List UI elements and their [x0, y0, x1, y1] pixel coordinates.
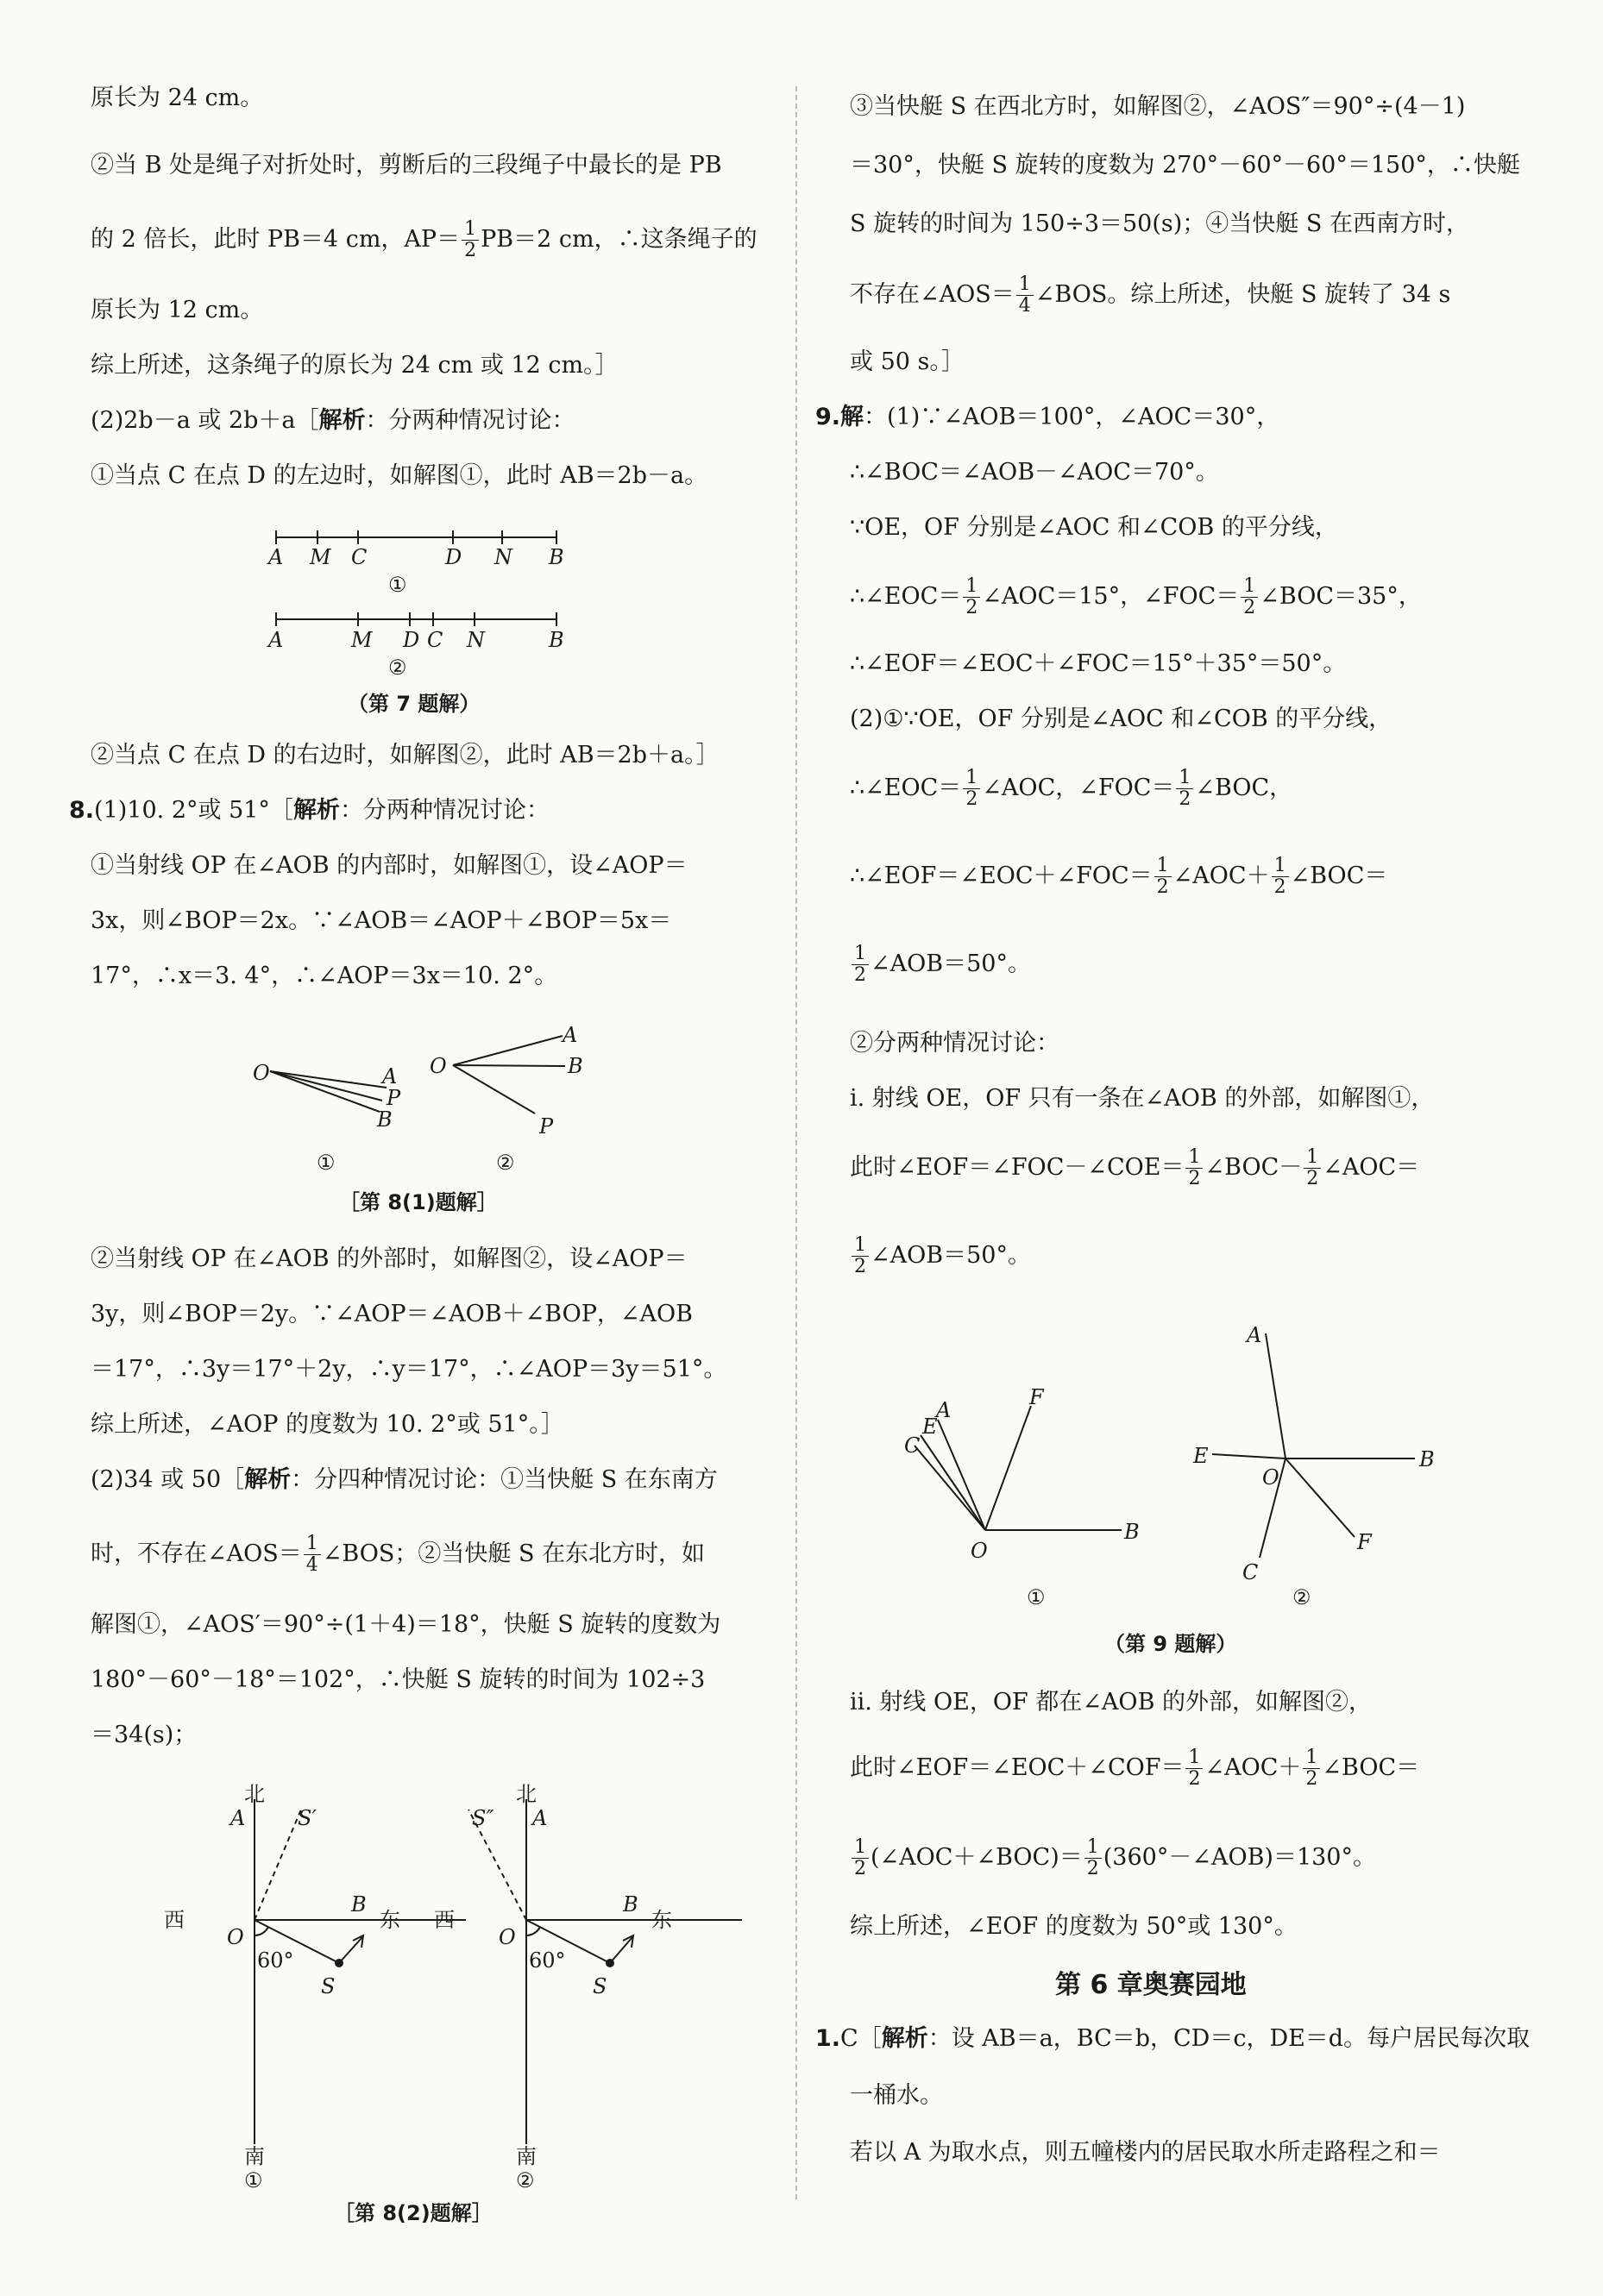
fraction: $\frac{1}{4}$ — [304, 1534, 321, 1576]
text-line: 原长为 24 cm。 — [91, 85, 264, 111]
text-line: ∴∠EOC＝ $\frac{1}{2}$ ∠AOC，∠FOC＝ $\frac{1}{2}$ ∠BOC， — [850, 767, 1293, 810]
point-label: O — [227, 1925, 244, 1949]
point-label: S — [593, 1974, 607, 1998]
figure-8-2-compass — [91, 83, 746, 2239]
point-label: S′ — [298, 1806, 317, 1830]
text-line: 综上所述，这条绳子的原长为 24 cm 或 12 cm。］ — [91, 352, 619, 379]
point-label: B — [1419, 1447, 1435, 1471]
text-line: 时，不存在∠AOS＝ $\frac{1}{4}$ ∠BOS；②当快艇 S 在东北方时，如 — [91, 1533, 706, 1576]
south-label: 南 — [244, 2144, 265, 2168]
fraction-half: $\frac{1}{2}$ — [1185, 1747, 1203, 1790]
point-label: B — [549, 628, 564, 652]
point-label: E — [922, 1415, 938, 1439]
point-label: O — [253, 1061, 270, 1085]
point-label: A — [268, 628, 284, 652]
text-line: ∴∠BOC＝∠AOB－∠AOC＝70°。 — [850, 459, 1219, 486]
fraction-half: $\frac{1}{2}$ — [1176, 768, 1193, 810]
west-label: 西 — [434, 1908, 455, 1932]
text-line: ②当 B 处是绳子对折处时，剪断后的三段绳子中最长的是 PB — [91, 152, 722, 179]
text-line: ＝34(s)； — [91, 1722, 198, 1748]
text-line: 此时∠EOF＝∠FOC－∠COE＝ $\frac{1}{2}$ ∠BOC－ $\frac{1}{2}$ ∠AOC＝ — [850, 1146, 1420, 1189]
text-line: 一桶水。 — [850, 2082, 943, 2109]
text-line: 若以 A 为取水点，则五幢楼内的居民取水所走路程之和＝ — [850, 2139, 1441, 2166]
figure-caption: ［第 8(2)题解］ — [334, 2201, 493, 2225]
question-9: 9.解：(1)∵∠AOB＝100°，∠AOC＝30°， — [815, 404, 1280, 430]
fraction-half: $\frac{1}{2}$ — [852, 1235, 869, 1277]
text-line: (2)①∵OE，OF 分别是∠AOC 和∠COB 的平分线， — [850, 706, 1392, 732]
west-label: 西 — [164, 1908, 185, 1932]
east-label: 东 — [380, 1908, 400, 1932]
text-line: ①当点 C 在点 D 的左边时，如解图①，此时 AB＝2b－a。 — [91, 462, 708, 489]
point-label: O — [971, 1539, 988, 1563]
point-label: N — [494, 545, 512, 569]
point-label: O — [499, 1925, 516, 1949]
text-line: ②分两种情况讨论： — [850, 1030, 1059, 1057]
point-label: B — [377, 1107, 393, 1132]
circled-number: ① — [244, 2168, 263, 2192]
point-label: C — [351, 545, 368, 569]
point-label: D — [403, 628, 420, 652]
angle-label: 60° — [257, 1948, 294, 1973]
north-label: 北 — [516, 1782, 537, 1806]
text-line: ∴∠EOC＝ $\frac{1}{2}$ ∠AOC＝15°，∠FOC＝ $\frac{1}{2}$ ∠BOC＝35°， — [850, 575, 1422, 618]
point-label: B — [351, 1892, 367, 1916]
point-label: F — [1029, 1385, 1044, 1409]
east-label: 东 — [651, 1908, 672, 1932]
point-label: M — [351, 628, 373, 652]
north-label: 北 — [244, 1782, 265, 1806]
point-label: A — [532, 1806, 548, 1830]
question-8: 8.(1)10. 2°或 51°［解析：分两种情况讨论： — [69, 797, 550, 824]
point-label: P — [539, 1114, 554, 1139]
figure-caption: （第 9 题解） — [1104, 1632, 1237, 1656]
fraction-half: $\frac{1}{2}$ — [852, 944, 869, 986]
text-line: 综上所述，∠AOP 的度数为 10. 2°或 51°。］ — [91, 1411, 564, 1438]
fraction-half: $\frac{1}{2}$ — [1241, 576, 1258, 618]
fraction: $\frac{1}{4}$ — [1016, 274, 1034, 317]
text-line: S 旋转的时间为 150÷3＝50(s)；④当快艇 S 在西南方时， — [850, 210, 1469, 237]
fraction: $\frac{1}{2}$ — [462, 219, 479, 261]
text-line: ∵OE，OF 分别是∠AOC 和∠COB 的平分线， — [850, 514, 1338, 541]
point-label: M — [310, 545, 331, 569]
text-line: 综上所述，∠EOF 的度数为 50°或 130°。 — [850, 1913, 1298, 1940]
point-label: A — [563, 1023, 578, 1047]
point-label: P — [387, 1086, 401, 1110]
circled-number: ② — [496, 1151, 515, 1175]
fraction-half: $\frac{1}{2}$ — [1303, 1747, 1320, 1790]
fraction-half: $\frac{1}{2}$ — [1185, 1147, 1203, 1189]
text-line: ②当点 C 在点 D 的右边时，如解图②，此时 AB＝2b＋a。］ — [91, 742, 720, 768]
circled-number: ① — [317, 1151, 336, 1175]
fraction-half: $\frac{1}{2}$ — [963, 768, 980, 810]
fraction-half: $\frac{1}{2}$ — [1154, 856, 1172, 898]
point-label: B — [549, 545, 564, 569]
text-line: 解图①，∠AOS′＝90°÷(1＋4)＝18°，快艇 S 旋转的度数为 — [91, 1611, 721, 1638]
point-label: A — [268, 545, 284, 569]
text-line: 3x，则∠BOP＝2x。∵∠AOB＝∠AOP＋∠BOP＝5x＝ — [91, 907, 672, 934]
figure-caption: （第 7 题解） — [348, 692, 481, 716]
column-divider — [795, 86, 797, 2199]
text-line: 不存在∠AOS＝ $\frac{1}{4}$ ∠BOS。综上所述，快艇 S 旋转了 34 s — [850, 273, 1451, 317]
point-label: N — [467, 628, 485, 652]
section-heading: 第 6 章奥赛园地 — [1055, 1970, 1247, 2000]
text-line: 或 50 s。］ — [850, 348, 965, 375]
circled-number: ② — [1292, 1585, 1311, 1609]
point-label: A — [382, 1064, 398, 1088]
text-line: 此时∠EOF＝∠EOC＋∠COF＝ $\frac{1}{2}$ ∠AOC＋ $\frac{1}{2}$ ∠BOC＝ — [850, 1747, 1420, 1790]
text-line: 3y，则∠BOP＝2y。∵∠AOP＝∠AOB＋∠BOP，∠AOB — [91, 1301, 694, 1327]
point-label: A — [1247, 1323, 1262, 1347]
text-line: ∴∠EOF＝∠EOC＋∠FOC＝15°＋35°＝50°。 — [850, 650, 1347, 677]
fraction-half: $\frac{1}{2}$ — [1084, 1837, 1102, 1879]
point-label: A — [230, 1806, 246, 1830]
fraction-half: $\frac{1}{2}$ — [852, 1837, 869, 1879]
point-label: O — [1262, 1465, 1279, 1490]
circled-number: ① — [388, 573, 407, 597]
text-line: $\frac{1}{2}$ (∠AOC＋∠BOC)＝ $\frac{1}{2}$ (360°－∠AOB)＝130°。 — [850, 1837, 1376, 1879]
point-label: B — [568, 1054, 583, 1078]
circled-number: ① — [1027, 1585, 1046, 1609]
circled-number: ② — [388, 656, 407, 680]
point-label: S — [321, 1974, 336, 1998]
point-label: B — [1124, 1520, 1140, 1544]
text-line: 180°－60°－18°＝102°，∴快艇 S 旋转的时间为 102÷3 — [91, 1666, 706, 1693]
point-label: F — [1357, 1530, 1372, 1554]
figure-caption: ［第 8(1)题解］ — [339, 1190, 498, 1214]
text-line: $\frac{1}{2}$ ∠AOB＝50°。 — [850, 1235, 1031, 1277]
fraction-half: $\frac{1}{2}$ — [963, 576, 980, 618]
text-line: ⅰ. 射线 OE，OF 只有一条在∠AOB 的外部，如解图①， — [850, 1085, 1435, 1112]
point-label: B — [623, 1892, 638, 1916]
point-label: E — [1193, 1444, 1209, 1468]
text-line: 的 2 倍长，此时 PB＝4 cm，AP＝ $\frac{1}{2}$ PB＝2 cm，∴这条绳子的 — [91, 218, 757, 261]
point-label: C — [427, 628, 443, 652]
text-line: ∴∠EOF＝∠EOC＋∠FOC＝ $\frac{1}{2}$ ∠AOC＋ $\frac{1}{2}$ ∠BOC＝ — [850, 855, 1388, 898]
fraction-half: $\frac{1}{2}$ — [1272, 856, 1289, 898]
text-line: (2)2b－a 或 2b＋a［解析：分两种情况讨论： — [91, 407, 575, 434]
circled-number: ② — [516, 2168, 535, 2192]
point-label: A — [936, 1398, 952, 1422]
text-line: (2)34 或 50［解析：分四种情况讨论：①当快艇 S 在东南方 — [91, 1466, 718, 1493]
point-label: C — [1242, 1560, 1259, 1584]
text-line: ②当射线 OP 在∠AOB 的外部时，如解图②，设∠AOP＝ — [91, 1245, 688, 1272]
south-label: 南 — [516, 2144, 537, 2168]
point-label: S″ — [472, 1806, 494, 1830]
point-label: C — [904, 1433, 921, 1458]
text-line: 原长为 12 cm。 — [91, 297, 264, 323]
question-1: 1.C［解析：设 AB＝a，BC＝b，CD＝c，DE＝d。每户居民每次取 — [815, 2025, 1531, 2052]
text-line: ①当射线 OP 在∠AOB 的内部时，如解图①，设∠AOP＝ — [91, 852, 688, 879]
point-label: O — [430, 1054, 447, 1078]
text-line: ⅱ. 射线 OE，OF 都在∠AOB 的外部，如解图②， — [850, 1689, 1372, 1716]
fraction-half: $\frac{1}{2}$ — [1304, 1147, 1321, 1189]
text-line: ＝17°，∴3y＝17°＋2y，∴y＝17°，∴∠AOP＝3y＝51°。 — [91, 1356, 727, 1383]
text-line: ＝30°，快艇 S 旋转的度数为 270°－60°－60°＝150°，∴快艇 — [850, 152, 1520, 179]
angle-label: 60° — [529, 1948, 566, 1973]
text-line: ③当快艇 S 在西北方时，如解图②，∠AOS″＝90°÷(4－1) — [850, 93, 1466, 120]
point-label: D — [445, 545, 462, 569]
text-line: 17°，∴x＝3. 4°，∴∠AOP＝3x＝10. 2°。 — [91, 963, 558, 989]
text-line: $\frac{1}{2}$ ∠AOB＝50°。 — [850, 944, 1031, 986]
